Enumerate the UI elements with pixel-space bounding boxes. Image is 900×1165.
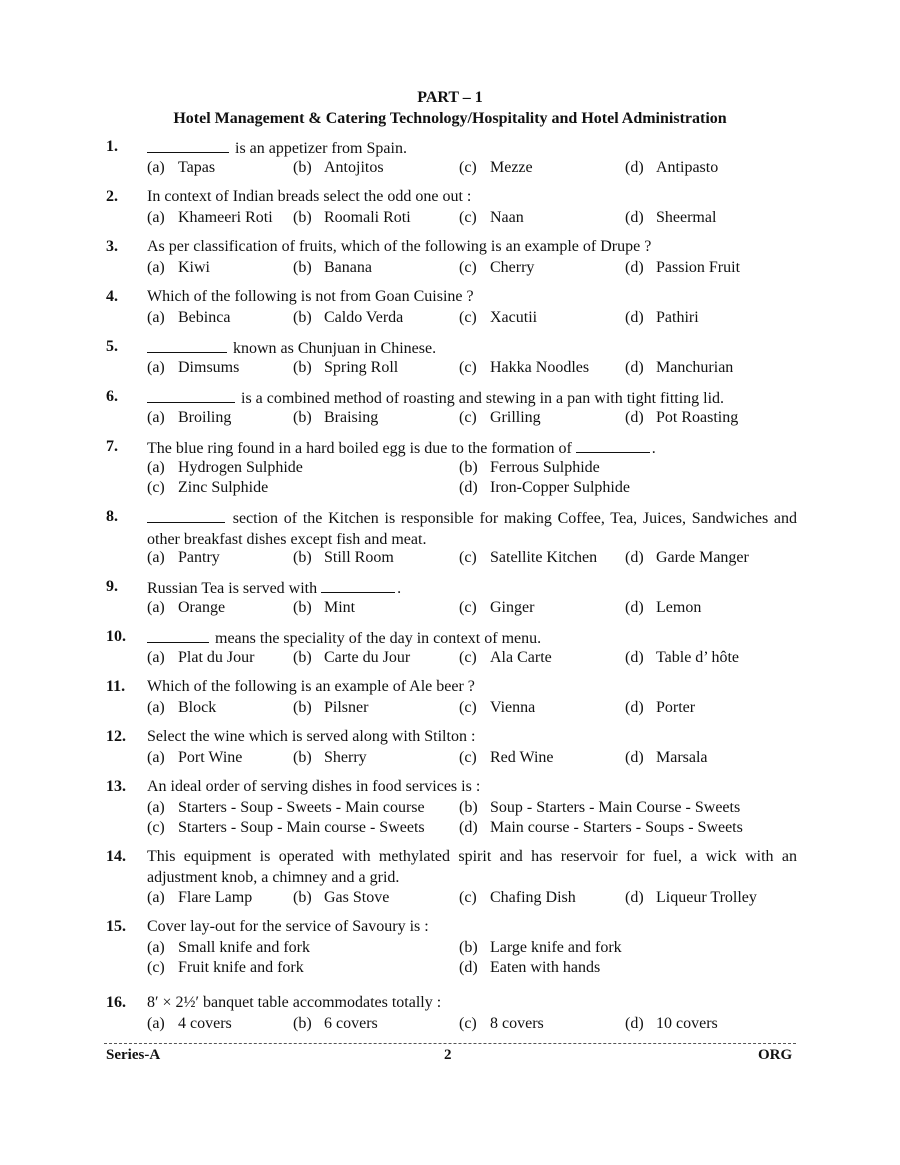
- question-text-start: Which of the following is not from Goan Cuisine ?: [147, 288, 474, 305]
- option-label: (c): [459, 549, 477, 566]
- option-label: (b): [459, 798, 478, 816]
- fill-in-blank: [576, 437, 650, 453]
- option-label: (b): [293, 889, 312, 906]
- option-b: [293, 358, 398, 379]
- option-label: (a): [147, 598, 165, 616]
- option-a: [147, 748, 242, 769]
- option-label: (b): [293, 648, 312, 666]
- option-b: [293, 748, 367, 769]
- option-text: Hakka Noodles: [490, 358, 590, 376]
- question-text: [147, 187, 797, 208]
- option-label: (b): [293, 358, 312, 376]
- option-text: Large knife and fork: [490, 938, 622, 956]
- question-number: 2.: [106, 188, 118, 205]
- option-label: (b): [459, 458, 478, 476]
- option-label: (c): [459, 258, 477, 276]
- option-text: Sheermal: [656, 208, 717, 226]
- option-label: (d): [625, 208, 644, 226]
- question-text-end: is an appetizer from Spain.: [231, 140, 407, 157]
- option-label: (a): [147, 408, 165, 426]
- option-label: (d): [625, 648, 644, 666]
- option-text: Orange: [178, 598, 226, 616]
- option-a: [147, 798, 425, 819]
- option-a: [147, 548, 220, 569]
- option-label: (a): [147, 798, 165, 816]
- option-d: [625, 358, 733, 379]
- option-label: (b): [293, 208, 312, 226]
- question-number: 3.: [106, 238, 118, 255]
- question-text-end: is a combined method of roasting and stewing in a pan with tight fitting lid.: [237, 390, 725, 407]
- option-b: [459, 938, 622, 959]
- option-text: Fruit knife and fork: [178, 959, 304, 976]
- option-text: Ala Carte: [490, 648, 552, 666]
- option-b: [293, 548, 394, 569]
- option-label: (d): [625, 308, 644, 326]
- option-c: [459, 548, 597, 569]
- option-label: (a): [147, 158, 165, 176]
- option-label: (a): [147, 358, 165, 376]
- question-number: 13.: [106, 778, 126, 795]
- option-d: [625, 308, 699, 329]
- option-a: [147, 408, 231, 429]
- option-text: Eaten with hands: [490, 959, 601, 976]
- option-label: (d): [625, 158, 644, 176]
- option-d: [625, 1014, 718, 1035]
- option-text: Port Wine: [178, 748, 243, 766]
- option-text: Satellite Kitchen: [490, 549, 598, 566]
- question-text-start: This equipment is operated with methylated spirit and has reservoir for fuel, a wick with an adjustment knob, a chimney and a grid.: [147, 848, 797, 886]
- option-label: (d): [625, 889, 644, 906]
- option-c: [459, 648, 552, 669]
- option-d: [625, 408, 738, 429]
- option-label: (b): [459, 938, 478, 956]
- option-text: Still Room: [324, 549, 394, 566]
- option-text: Khameeri Roti: [178, 208, 273, 226]
- option-text: 6 covers: [324, 1014, 378, 1032]
- question-text: [147, 727, 797, 748]
- question-text: [147, 993, 797, 1014]
- option-text: Braising: [324, 408, 379, 426]
- question-text: [147, 847, 797, 888]
- option-b: [293, 888, 389, 909]
- option-c: [459, 358, 589, 379]
- option-b: [293, 208, 411, 229]
- option-label: (b): [293, 1014, 312, 1032]
- option-text: Xacutii: [490, 308, 538, 326]
- option-label: (c): [459, 308, 477, 326]
- option-text: Liqueur Trolley: [656, 889, 757, 906]
- option-a: [147, 888, 252, 909]
- question-number: 15.: [106, 918, 126, 935]
- option-b: [293, 158, 384, 179]
- option-label: (a): [147, 1014, 165, 1032]
- option-label: (d): [459, 819, 478, 836]
- option-d: [459, 958, 600, 979]
- option-d: [625, 648, 739, 669]
- option-text: Tapas: [178, 158, 216, 176]
- option-text: Broiling: [178, 408, 232, 426]
- option-c: [459, 888, 576, 909]
- option-text: Passion Fruit: [656, 258, 741, 276]
- option-c: [459, 1014, 544, 1035]
- option-text: Zinc Sulphide: [178, 479, 269, 496]
- question-text-start: Russian Tea is served with: [147, 580, 322, 597]
- question-text-start: The blue ring found in a hard boiled egg is due to the formation of: [147, 440, 576, 457]
- option-a: [147, 648, 254, 669]
- question-number: 4.: [106, 288, 118, 305]
- question-text: [147, 337, 797, 360]
- option-text: Spring Roll: [324, 358, 399, 376]
- option-text: Iron-Copper Sulphide: [490, 479, 630, 496]
- option-a: [147, 698, 216, 719]
- option-d: [625, 258, 740, 279]
- fill-in-blank: [147, 627, 209, 643]
- option-text: 10 covers: [656, 1014, 718, 1032]
- footer-page-number: 2: [444, 1047, 452, 1063]
- option-label: (d): [625, 698, 644, 716]
- option-text: Garde Manger: [656, 549, 749, 566]
- option-label: (b): [293, 408, 312, 426]
- option-label: (c): [147, 819, 165, 836]
- option-label: (b): [293, 158, 312, 176]
- option-label: (a): [147, 698, 165, 716]
- option-a: [147, 458, 303, 479]
- option-text: Banana: [324, 258, 372, 276]
- option-text: Vienna: [490, 698, 536, 716]
- option-a: [147, 1014, 232, 1035]
- option-text: Starters - Soup - Sweets - Main course: [178, 798, 425, 816]
- option-text: Pot Roasting: [656, 408, 739, 426]
- option-c: [147, 818, 425, 839]
- question-number: 6.: [106, 388, 118, 405]
- option-b: [293, 698, 368, 719]
- question-text: [147, 237, 797, 258]
- option-b: [459, 458, 600, 479]
- option-label: (a): [147, 308, 165, 326]
- option-c: [459, 748, 554, 769]
- option-label: (c): [459, 358, 477, 376]
- question-text: [147, 507, 797, 550]
- option-text: Pilsner: [324, 698, 369, 716]
- option-b: [293, 598, 355, 619]
- option-c: [459, 158, 533, 179]
- option-text: Pathiri: [656, 308, 699, 326]
- option-text: Gas Stove: [324, 889, 390, 906]
- option-label: (c): [459, 1014, 477, 1032]
- question-text: [147, 627, 797, 650]
- option-text: Starters - Soup - Main course - Sweets: [178, 819, 425, 836]
- option-text: Caldo Verda: [324, 308, 404, 326]
- question-number: 12.: [106, 728, 126, 745]
- option-text: Roomali Roti: [324, 208, 411, 226]
- option-text: Hydrogen Sulphide: [178, 458, 303, 476]
- option-c: [459, 408, 541, 429]
- option-text: Small knife and fork: [178, 938, 310, 956]
- option-text: Bebinca: [178, 308, 231, 326]
- option-c: [459, 598, 534, 619]
- option-text: Carte du Jour: [324, 648, 411, 666]
- option-text: 4 covers: [178, 1014, 232, 1032]
- option-label: (b): [293, 598, 312, 616]
- option-label: (d): [625, 748, 644, 766]
- option-label: (d): [625, 549, 644, 566]
- question-text: [147, 677, 797, 698]
- option-a: [147, 358, 239, 379]
- option-text: Ginger: [490, 598, 535, 616]
- fill-in-blank: [147, 507, 225, 523]
- subject-heading: Hotel Management & Catering Technology/Hospitality and Hotel Administration: [173, 110, 727, 127]
- footer-divider: [104, 1043, 796, 1044]
- option-label: (a): [147, 748, 165, 766]
- question-text-start: Select the wine which is served along with Stilton :: [147, 728, 476, 745]
- option-d: [625, 598, 701, 619]
- question-number: 5.: [106, 338, 118, 355]
- option-label: (a): [147, 889, 165, 906]
- option-c: [147, 958, 304, 979]
- option-c: [459, 208, 524, 229]
- option-label: (a): [147, 549, 165, 566]
- option-label: (d): [625, 258, 644, 276]
- question-text: [147, 917, 797, 938]
- option-label: (a): [147, 258, 165, 276]
- option-b: [293, 258, 372, 279]
- option-c: [459, 698, 535, 719]
- option-text: Main course - Starters - Soups - Sweets: [490, 819, 743, 836]
- question-text-start: 8′ × 2½′ banquet table accommodates totally :: [147, 994, 442, 1011]
- option-text: Plat du Jour: [178, 648, 255, 666]
- question-number: 10.: [106, 628, 126, 645]
- option-text: Mint: [324, 598, 356, 616]
- option-a: [147, 598, 225, 619]
- footer-series: Series-A: [106, 1047, 161, 1063]
- option-label: (c): [147, 479, 165, 496]
- option-text: Mezze: [490, 158, 533, 176]
- option-text: Lemon: [656, 598, 702, 616]
- option-c: [147, 478, 268, 499]
- option-label: (b): [293, 698, 312, 716]
- option-label: (c): [459, 748, 477, 766]
- question-text: [147, 437, 797, 460]
- question-number: 16.: [106, 994, 126, 1011]
- question-number: 7.: [106, 438, 118, 455]
- option-b: [293, 1014, 378, 1035]
- option-label: (b): [293, 748, 312, 766]
- option-b: [459, 798, 740, 819]
- option-d: [459, 818, 743, 839]
- option-b: [293, 648, 410, 669]
- option-text: Red Wine: [490, 748, 554, 766]
- question-number: 1.: [106, 138, 118, 155]
- option-a: [147, 308, 230, 329]
- option-d: [459, 478, 630, 499]
- option-text: Antipasto: [656, 158, 719, 176]
- option-d: [625, 158, 718, 179]
- option-d: [625, 208, 716, 229]
- option-b: [293, 408, 378, 429]
- option-a: [147, 208, 273, 229]
- fill-in-blank: [321, 577, 395, 593]
- option-text: Antojitos: [324, 158, 384, 176]
- option-text: Block: [178, 698, 217, 716]
- option-text: Pantry: [178, 549, 220, 566]
- question-text-end: section of the Kitchen is responsible for making Coffee, Tea, Juices, Sandwiches and other breakfast dishes except fish and meat.: [147, 510, 797, 548]
- option-label: (d): [625, 408, 644, 426]
- option-label: (a): [147, 938, 165, 956]
- option-label: (b): [293, 549, 312, 566]
- option-label: (d): [459, 959, 478, 976]
- option-label: (c): [459, 889, 477, 906]
- question-text-start: An ideal order of serving dishes in food services is :: [147, 778, 481, 795]
- option-a: [147, 258, 210, 279]
- question-text-start: As per classification of fruits, which of the following is an example of Drupe ?: [147, 238, 652, 255]
- option-d: [625, 548, 749, 569]
- option-text: Ferrous Sulphide: [490, 458, 600, 476]
- option-c: [459, 308, 537, 329]
- option-text: Soup - Starters - Main Course - Sweets: [490, 798, 741, 816]
- option-text: 8 covers: [490, 1014, 544, 1032]
- option-text: Sherry: [324, 748, 367, 766]
- option-label: (b): [293, 258, 312, 276]
- question-text-start: Which of the following is an example of Ale beer ?: [147, 678, 475, 695]
- footer-code: ORG: [758, 1047, 793, 1063]
- question-text-end: .: [397, 580, 402, 597]
- option-label: (c): [459, 208, 477, 226]
- part-heading: PART – 1: [417, 89, 483, 106]
- option-d: [625, 698, 695, 719]
- option-label: (c): [459, 698, 477, 716]
- question-text: [147, 387, 797, 410]
- option-text: Grilling: [490, 408, 541, 426]
- option-label: (c): [459, 598, 477, 616]
- question-text: [147, 287, 797, 308]
- fill-in-blank: [147, 387, 235, 403]
- option-label: (d): [625, 598, 644, 616]
- option-label: (c): [459, 408, 477, 426]
- option-text: Dimsums: [178, 358, 240, 376]
- option-a: [147, 158, 215, 179]
- option-label: (b): [293, 308, 312, 326]
- fill-in-blank: [147, 137, 229, 153]
- option-text: Kiwi: [178, 258, 210, 276]
- option-b: [293, 308, 403, 329]
- option-c: [459, 258, 534, 279]
- question-text: [147, 137, 797, 160]
- option-text: Naan: [490, 208, 524, 226]
- option-a: [147, 938, 310, 959]
- option-label: (a): [147, 458, 165, 476]
- fill-in-blank: [147, 337, 227, 353]
- question-text-end: known as Chunjuan in Chinese.: [229, 340, 437, 357]
- option-label: (a): [147, 208, 165, 226]
- option-label: (d): [625, 358, 644, 376]
- option-text: Manchurian: [656, 358, 734, 376]
- question-number: 14.: [106, 848, 126, 865]
- option-text: Cherry: [490, 258, 535, 276]
- option-label: (c): [147, 959, 165, 976]
- question-text-start: Cover lay-out for the service of Savoury is :: [147, 918, 429, 935]
- question-text-end: .: [651, 440, 656, 457]
- question-number: 8.: [106, 508, 118, 525]
- question-text: [147, 577, 797, 600]
- option-text: Chafing Dish: [490, 889, 576, 906]
- option-text: Marsala: [656, 748, 708, 766]
- question-text-end: means the speciality of the day in context of menu.: [211, 630, 542, 647]
- option-d: [625, 888, 757, 909]
- question-number: 11.: [106, 678, 126, 695]
- option-label: (a): [147, 648, 165, 666]
- option-label: (d): [459, 479, 478, 496]
- option-label: (c): [459, 158, 477, 176]
- question-number: 9.: [106, 578, 118, 595]
- option-text: Porter: [656, 698, 696, 716]
- option-text: Flare Lamp: [178, 889, 253, 906]
- question-text-start: In context of Indian breads select the odd one out :: [147, 188, 472, 205]
- option-d: [625, 748, 708, 769]
- question-text: [147, 777, 797, 798]
- option-text: Table d’ hôte: [656, 648, 739, 666]
- option-label: (d): [625, 1014, 644, 1032]
- option-label: (c): [459, 648, 477, 666]
